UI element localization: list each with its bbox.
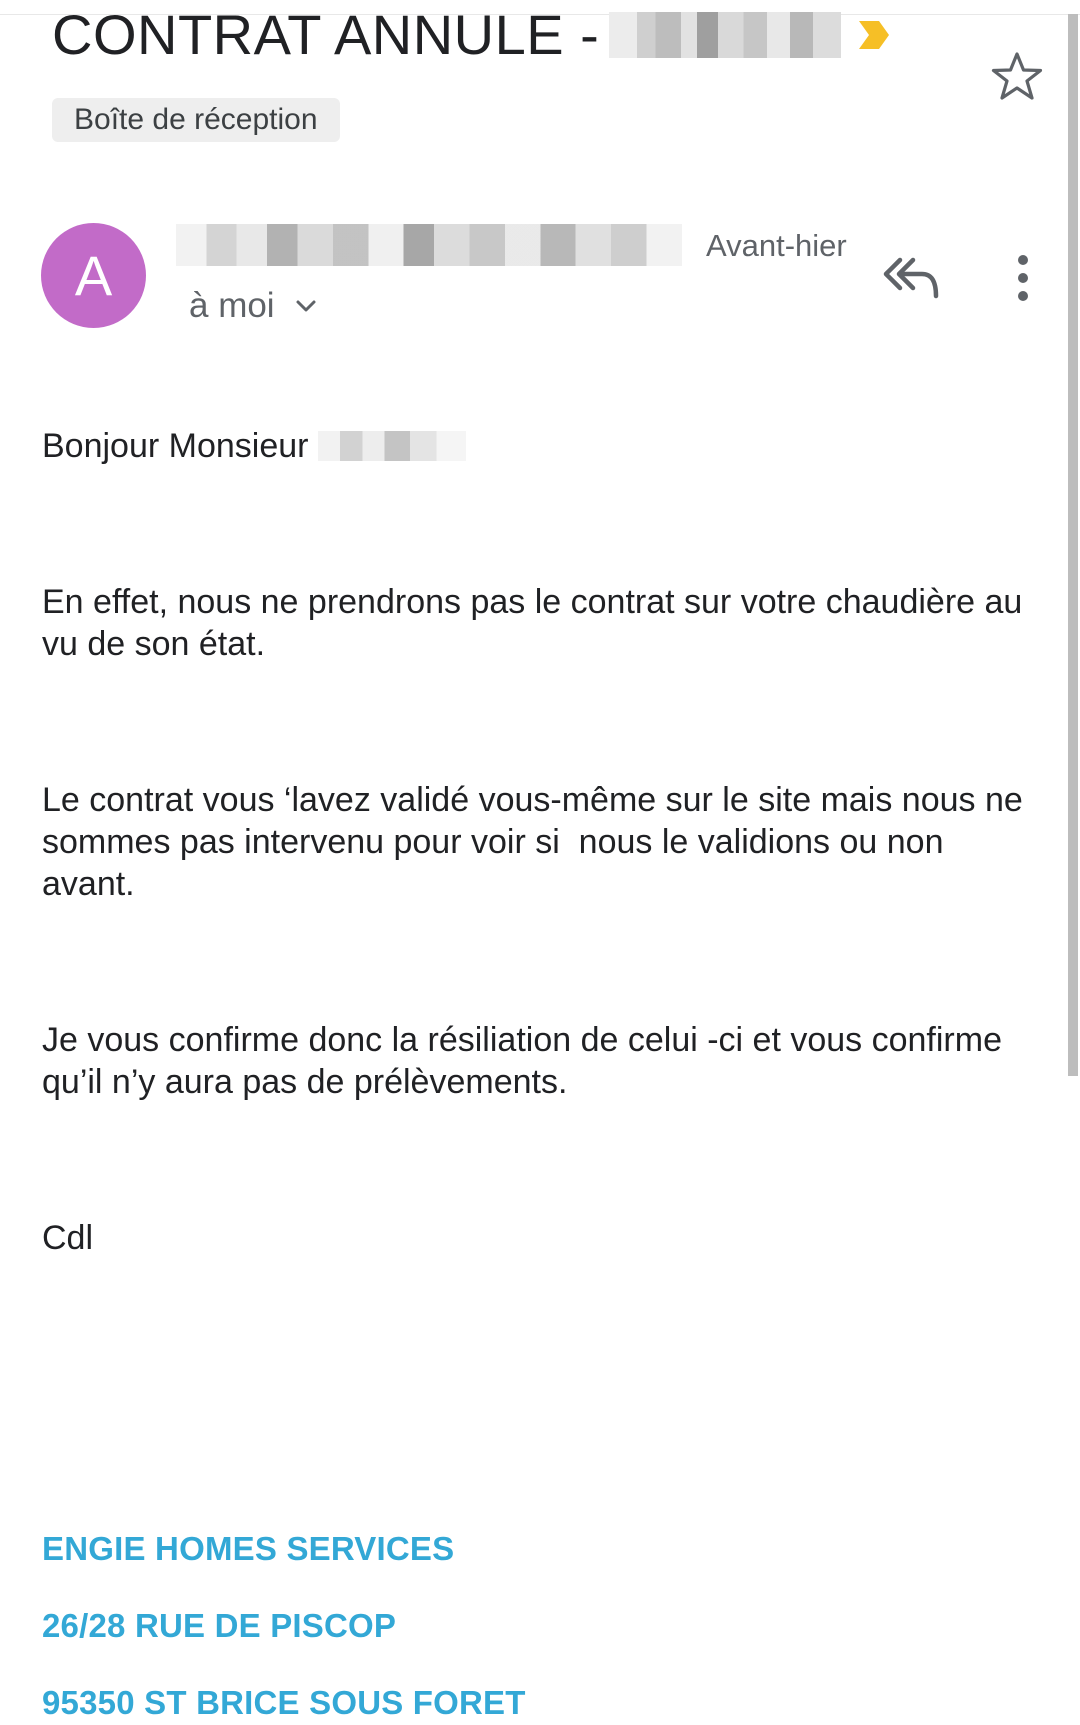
- recipient-label: à moi: [189, 286, 275, 325]
- email-subject: CONTRAT ANNULE -: [52, 3, 600, 66]
- avatar-initial: A: [74, 244, 113, 307]
- star-icon[interactable]: [989, 49, 1045, 105]
- body-paragraph: Je vous confirme donc la résiliation de celui -ci et vous confirme qu’il n’y aura pas de prélèvements.: [42, 1021, 1012, 1101]
- inbox-label-chip[interactable]: Boîte de réception: [52, 98, 340, 142]
- signature-city: 95350 ST BRICE SOUS FORET: [42, 1684, 526, 1721]
- recipient-toggle[interactable]: [189, 286, 319, 326]
- greeting-text: Bonjour Monsieur: [42, 427, 318, 465]
- body-paragraph: Le contrat vous ‘lavez validé vous-même sur le site mais nous ne sommes pas intervenu pour voir si nous le validions ou non avant.: [42, 781, 1033, 903]
- sender-avatar[interactable]: [41, 223, 146, 328]
- sign-off: Cdl: [42, 1219, 94, 1257]
- redacted-subject-number: [609, 12, 841, 58]
- chevron-down-icon: [293, 293, 319, 319]
- signature-company: ENGIE HOMES SERVICES: [42, 1530, 455, 1567]
- redacted-recipient-name: [318, 431, 466, 461]
- more-vert-icon[interactable]: [1005, 250, 1041, 306]
- signature-street: 26/28 RUE DE PISCOP: [42, 1607, 397, 1644]
- reply-all-icon[interactable]: [880, 252, 942, 302]
- redacted-sender-name: [176, 224, 682, 266]
- scrollbar[interactable]: [1068, 14, 1078, 1076]
- important-marker-icon[interactable]: [855, 17, 891, 53]
- greeting-line: [42, 425, 1042, 467]
- subject-row: [52, 2, 891, 68]
- body-paragraph: En effet, nous ne prendrons pas le contrat sur votre chaudière au vu de son état.: [42, 583, 1032, 663]
- email-date: Avant-hier: [706, 228, 847, 263]
